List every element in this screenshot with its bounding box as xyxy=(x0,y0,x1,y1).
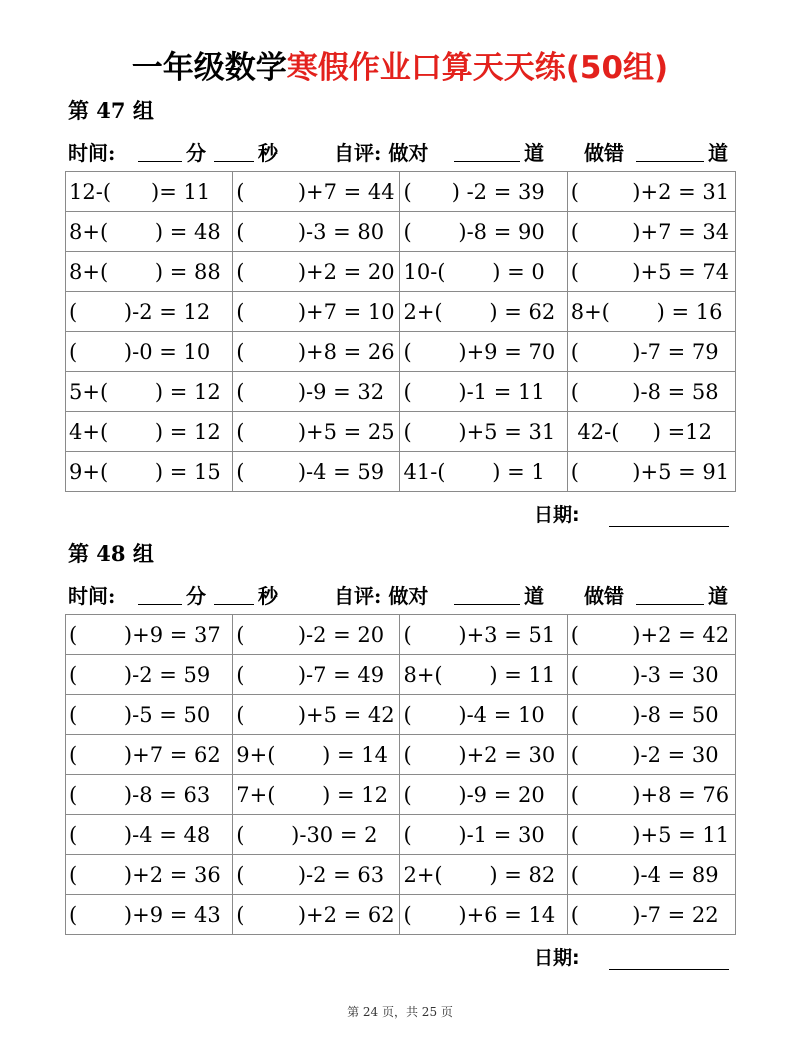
problem-cell[interactable]: 2+( ) = 82 xyxy=(400,855,567,895)
problem-cell[interactable]: ( )+5 = 74 xyxy=(567,252,735,292)
problem-cell[interactable]: ( )-2 = 63 xyxy=(233,855,400,895)
table-row xyxy=(66,412,736,452)
problem-cell[interactable]: ( )-3 = 80 xyxy=(233,212,400,252)
correct-count-blank[interactable] xyxy=(454,161,520,162)
group-48-info-row xyxy=(68,580,736,610)
group-48-problem-table xyxy=(65,614,736,935)
table-row xyxy=(66,452,736,492)
second-label: 秒 xyxy=(258,584,278,608)
problem-cell[interactable]: ( )+9 = 70 xyxy=(400,332,567,372)
group-47-label: 第 47 组 xyxy=(68,98,154,123)
table-row xyxy=(66,615,736,655)
date-blank[interactable] xyxy=(609,969,729,970)
correct-dao-label: 道 xyxy=(524,141,544,165)
page-footer: 第 24 页，共 25 页 xyxy=(347,1005,453,1019)
correct-dao-label: 道 xyxy=(524,584,544,608)
problem-cell[interactable]: ( )-7 = 22 xyxy=(567,895,735,935)
table-row xyxy=(66,655,736,695)
problem-cell[interactable]: ( )+6 = 14 xyxy=(400,895,567,935)
problem-cell[interactable]: 41-( ) = 1 xyxy=(400,452,567,492)
problem-cell[interactable]: ( )-4 = 89 xyxy=(567,855,735,895)
correct-count-blank[interactable] xyxy=(454,604,520,605)
problem-cell[interactable]: 8+( ) = 16 xyxy=(567,292,735,332)
problem-cell[interactable]: ( ) -2 = 39 xyxy=(400,172,567,212)
problem-cell[interactable]: 10-( ) = 0 xyxy=(400,252,567,292)
problem-cell[interactable]: ( )-9 = 20 xyxy=(400,775,567,815)
problem-cell[interactable]: 12-( )= 11 xyxy=(66,172,233,212)
date-label: 日期: xyxy=(534,947,580,969)
problem-cell[interactable]: ( )-2 = 59 xyxy=(66,655,233,695)
problem-cell[interactable]: ( )+9 = 43 xyxy=(66,895,233,935)
self-eval-label: 自评: 做对 xyxy=(334,584,429,608)
self-eval-label: 自评: 做对 xyxy=(334,141,429,165)
wrong-label: 做错 xyxy=(584,141,624,165)
second-blank[interactable] xyxy=(214,161,254,162)
wrong-label: 做错 xyxy=(584,584,624,608)
title-red-part: 寒假作业口算天天练(50组) xyxy=(286,50,669,86)
minute-label: 分 xyxy=(186,584,206,608)
wrong-dao-label: 道 xyxy=(708,141,728,165)
group-48-label: 第 48 组 xyxy=(68,541,154,566)
problem-cell[interactable]: ( )+5 = 25 xyxy=(233,412,400,452)
group-48-problems xyxy=(66,615,736,935)
problem-cell[interactable]: ( )-4 = 48 xyxy=(66,815,233,855)
problem-cell[interactable]: ( )-1 = 11 xyxy=(400,372,567,412)
problem-cell[interactable]: ( )-8 = 58 xyxy=(567,372,735,412)
wrong-count-blank[interactable] xyxy=(636,161,704,162)
problem-cell[interactable]: ( )-30 = 2 xyxy=(233,815,400,855)
time-label: 时间: xyxy=(68,584,116,608)
time-label: 时间: xyxy=(68,141,116,165)
minute-label: 分 xyxy=(186,141,206,165)
problem-cell[interactable]: ( )+8 = 76 xyxy=(567,775,735,815)
wrong-dao-label: 道 xyxy=(708,584,728,608)
problem-cell[interactable]: ( )+2 = 42 xyxy=(567,615,735,655)
problem-cell[interactable]: ( )-7 = 79 xyxy=(567,332,735,372)
problem-cell[interactable]: 5+( ) = 12 xyxy=(66,372,233,412)
problem-cell[interactable]: ( )-2 = 20 xyxy=(233,615,400,655)
problem-cell[interactable]: ( )-0 = 10 xyxy=(66,332,233,372)
problem-cell[interactable]: ( )-8 = 63 xyxy=(66,775,233,815)
date-blank[interactable] xyxy=(609,526,729,527)
problem-cell[interactable]: ( )-8 = 90 xyxy=(400,212,567,252)
problem-cell[interactable]: ( )+3 = 51 xyxy=(400,615,567,655)
problem-cell[interactable]: 8+( ) = 11 xyxy=(400,655,567,695)
title-black-part: 一年级数学 xyxy=(131,50,287,86)
table-row xyxy=(66,212,736,252)
problem-cell[interactable]: ( )+2 = 62 xyxy=(233,895,400,935)
minute-blank[interactable] xyxy=(138,604,182,605)
problem-cell[interactable]: 8+( ) = 88 xyxy=(66,252,233,292)
problem-cell[interactable]: ( )-3 = 30 xyxy=(567,655,735,695)
problem-cell[interactable]: 9+( ) = 15 xyxy=(66,452,233,492)
problem-cell[interactable]: ( )+2 = 30 xyxy=(400,735,567,775)
table-row xyxy=(66,332,736,372)
problem-cell[interactable]: ( )+7 = 34 xyxy=(567,212,735,252)
problem-cell[interactable]: ( )-2 = 12 xyxy=(66,292,233,332)
table-row xyxy=(66,252,736,292)
group-48-date xyxy=(534,943,734,973)
problem-cell[interactable]: 9+( ) = 14 xyxy=(233,735,400,775)
problem-cell[interactable]: 7+( ) = 12 xyxy=(233,775,400,815)
problem-cell[interactable]: ( )+2 = 36 xyxy=(66,855,233,895)
group-47-problem-table xyxy=(65,171,736,492)
problem-cell[interactable]: ( )+2 = 20 xyxy=(233,252,400,292)
table-row xyxy=(66,292,736,332)
problem-cell[interactable]: ( )+9 = 37 xyxy=(66,615,233,655)
wrong-count-blank[interactable] xyxy=(636,604,704,605)
problem-cell[interactable]: ( )-1 = 30 xyxy=(400,815,567,855)
second-blank[interactable] xyxy=(214,604,254,605)
second-label: 秒 xyxy=(258,141,278,165)
table-row xyxy=(66,895,736,935)
problem-cell[interactable]: 42-( ) =12 xyxy=(567,412,735,452)
problem-cell[interactable]: ( )-9 = 32 xyxy=(233,372,400,412)
problem-cell[interactable]: ( )-4 = 59 xyxy=(233,452,400,492)
problem-cell[interactable]: ( )+8 = 26 xyxy=(233,332,400,372)
problem-cell[interactable]: ( )+5 = 31 xyxy=(400,412,567,452)
table-row xyxy=(66,815,736,855)
problem-cell[interactable]: 2+( ) = 62 xyxy=(400,292,567,332)
problem-cell[interactable]: ( )+5 = 11 xyxy=(567,815,735,855)
problem-cell[interactable]: ( )-7 = 49 xyxy=(233,655,400,695)
date-label: 日期: xyxy=(534,504,580,526)
table-row xyxy=(66,695,736,735)
group-47-info-row xyxy=(68,137,736,167)
problem-cell[interactable]: ( )+7 = 62 xyxy=(66,735,233,775)
problem-cell[interactable]: 4+( ) = 12 xyxy=(66,412,233,452)
problem-cell[interactable]: ( )-8 = 50 xyxy=(567,695,735,735)
problem-cell[interactable]: ( )-5 = 50 xyxy=(66,695,233,735)
group-47-problems xyxy=(66,172,736,492)
minute-blank[interactable] xyxy=(138,161,182,162)
problem-cell[interactable]: ( )+7 = 10 xyxy=(233,292,400,332)
table-row xyxy=(66,735,736,775)
table-row xyxy=(66,775,736,815)
worksheet-title xyxy=(0,42,800,87)
problem-cell[interactable]: ( )+5 = 91 xyxy=(567,452,735,492)
table-row xyxy=(66,372,736,412)
table-row xyxy=(66,855,736,895)
table-row xyxy=(66,172,736,212)
problem-cell[interactable]: ( )-4 = 10 xyxy=(400,695,567,735)
problem-cell[interactable]: ( )+7 = 44 xyxy=(233,172,400,212)
problem-cell[interactable]: ( )+5 = 42 xyxy=(233,695,400,735)
problem-cell[interactable]: ( )+2 = 31 xyxy=(567,172,735,212)
problem-cell[interactable]: ( )-2 = 30 xyxy=(567,735,735,775)
problem-cell[interactable]: 8+( ) = 48 xyxy=(66,212,233,252)
group-47-date xyxy=(534,500,734,530)
